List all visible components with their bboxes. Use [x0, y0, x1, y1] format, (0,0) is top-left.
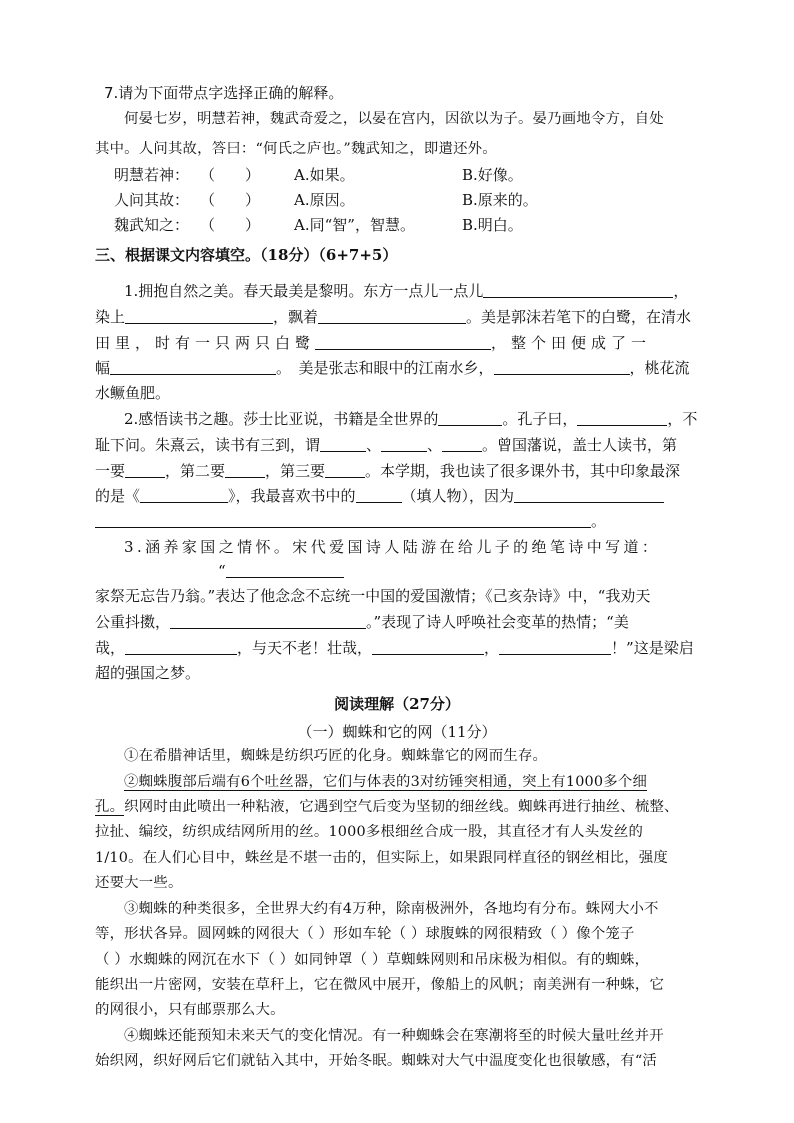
text: 。: [591, 512, 607, 530]
text: 。 美是张志和眼中的江南水乡，: [276, 359, 494, 377]
blank[interactable]: [442, 435, 482, 452]
fill-line: 家祭无忘告乃翁。”表达了他念念不忘统一中国的爱国激情；《己亥杂诗》中，“我劝天: [95, 587, 651, 605]
text: 。美是郭沫若笔下的白鹭，在清水: [466, 308, 692, 326]
option-a: A.同“智”，智慧。: [294, 216, 415, 234]
blank[interactable]: [438, 409, 502, 426]
text: ，与天不老！壮哉，: [237, 639, 373, 657]
question-7-title: 7.请为下面带点字选择正确的解释。: [104, 84, 344, 102]
text: 。孔子曰，: [502, 410, 578, 428]
fill-line: [218, 561, 344, 581]
q7-row-label: 人问其故：: [114, 191, 190, 209]
text: 、: [427, 436, 443, 454]
blank[interactable]: [140, 486, 228, 503]
blank[interactable]: [483, 281, 673, 298]
blank[interactable]: [125, 638, 237, 655]
fill-line: [95, 486, 664, 506]
paragraph-2: 拉扯、编绞，纺织成结网所用的丝。1000多根细丝合成一股，其直径才有人头发丝的: [95, 824, 644, 840]
blank[interactable]: [494, 358, 630, 375]
text: （填人物），因为: [401, 487, 515, 505]
text: 、: [366, 436, 382, 454]
blank[interactable]: [372, 638, 484, 655]
text: ，飘着: [273, 308, 319, 326]
blank[interactable]: [125, 461, 165, 478]
blank[interactable]: [315, 333, 491, 350]
blank[interactable]: [320, 435, 366, 452]
blank[interactable]: [225, 461, 265, 478]
paragraph-3: （ ）水蜘蛛的网沉在水下（ ）如同钟罩（ ）草蜘蛛网则和吊床极为相似。有的蜘蛛，: [95, 952, 650, 968]
text: ，桃花流: [629, 359, 690, 377]
text: 公重抖擞，: [95, 613, 171, 631]
text: 2.感悟读书之趣。莎士比亚说，书籍是全世界的: [124, 410, 439, 428]
text: 哉，: [95, 639, 126, 657]
text: 田里，时有一只两只白鹭: [95, 334, 316, 352]
paragraph-2: 1/10。在人们心目中，蛛丝是不堪一击的，但实际上，如果跟同样直径的钢丝相比，强度: [95, 850, 668, 866]
blank[interactable]: [170, 612, 366, 629]
text: 耻下问。朱熹云，读书有三到，谓: [95, 436, 321, 454]
blank[interactable]: [318, 307, 466, 324]
fill-line: [95, 435, 677, 455]
section-3-heading: 三、根据课文内容填空。（18分）（6+7+5）: [95, 246, 398, 264]
option-b: B.明白。: [462, 216, 523, 234]
text: 的是《: [95, 487, 141, 505]
text: 幅: [95, 359, 111, 377]
text: 染上: [95, 308, 126, 326]
fill-line: 超的强国之梦。: [95, 664, 201, 682]
underlined-sentence: 孔。: [95, 799, 125, 815]
paragraph-4: ④蜘蛛还能预知未来天气的变化情况。有一种蜘蛛会在寒潮将至的时候大量吐丝并开: [124, 1028, 664, 1044]
paragraph-1: ①在希腊神话里，蜘蛛是纺织巧匠的化身。蜘蛛靠它的网而生存。: [124, 748, 548, 764]
text: 一要: [95, 462, 126, 480]
fill-line: [124, 409, 697, 429]
fill-line: [95, 638, 694, 658]
passage-line-1: 何晏七岁，明慧若神，魏武奇爱之，以晏在宫内，因欲以为子。晏乃画地令方，自处: [124, 111, 664, 127]
paragraph-2: [95, 797, 679, 817]
text: 织网时由此喷出一种粘液，它遇到空气后变为坚韧的细丝线。蜘蛛再进行抽丝、梳整、: [124, 799, 679, 815]
option-a: A.原因。: [294, 191, 355, 209]
text: 。曾国藩说，盖士人读书，第: [482, 436, 678, 454]
blank[interactable]: [381, 435, 427, 452]
text: ，第三要: [265, 462, 326, 480]
text: 。本学期，我也读了很多课外书，其中印象最深: [365, 462, 681, 480]
blank[interactable]: [325, 461, 365, 478]
fill-line: [95, 612, 629, 632]
q7-row-label: 明慧若神：: [114, 166, 190, 184]
text: ！”这是梁启: [611, 639, 694, 657]
paragraph-4: 始织网，织好网后它们就钻入其中，开始冬眠。蜘蛛对大气中温度变化也很敏感，有“活: [95, 1053, 658, 1069]
blank[interactable]: [95, 511, 591, 528]
reading-subheading: （一）蜘蛛和它的网（11分）: [297, 723, 497, 741]
text: 》，我最喜欢书中的: [228, 487, 356, 505]
fill-line: [95, 511, 606, 531]
paragraph-2: 还要大一些。: [95, 875, 183, 891]
underlined-sentence: ②蜘蛛腹部后端有6个吐丝器，它们与体表的3对纺锤突相通，突上有1000多个细: [124, 774, 648, 790]
passage-line-2: 其中。人问其故，答曰：“何氏之庐也。”魏武知之，即遣还外。: [95, 141, 497, 157]
text: ，整个田便成了一: [491, 334, 652, 352]
fill-line: 3.涵养家国之情怀。宋代爱国诗人陆游在给儿子的绝笔诗中写道：: [124, 538, 661, 556]
option-b: B.好像。: [462, 166, 523, 184]
fill-line: 水鳜鱼肥。: [95, 384, 171, 402]
reading-heading: 阅读理解（27分）: [334, 695, 460, 713]
blank[interactable]: [110, 358, 276, 375]
text: ，不: [667, 410, 698, 428]
text: ，第二要: [165, 462, 226, 480]
blank[interactable]: [499, 638, 611, 655]
paragraph-3: 等，形状各异。圆网蛛的网很大（ ）形如车轮（ ）球腹蛛的网很精致（ ）像个笼子: [95, 926, 635, 942]
paragraph-3: 能织出一片密网，安装在草秆上，它在微风中展开，像船上的风帆；南美洲有一种蛛，它: [95, 977, 665, 993]
blank[interactable]: [514, 486, 664, 503]
text: ，: [673, 282, 689, 300]
blank[interactable]: [577, 409, 667, 426]
fill-line: [95, 461, 680, 481]
blank[interactable]: [226, 561, 344, 578]
option-b: B.原来的。: [462, 191, 538, 209]
blank[interactable]: [125, 307, 273, 324]
paragraph-3: ③蜘蛛的种类很多，全世界大约有4万种，除南极洲外，各地均有分布。蛛网大小不: [124, 901, 659, 917]
fill-line: [95, 333, 651, 353]
fill-line: [95, 358, 690, 378]
answer-paren[interactable]: （ ）: [200, 191, 261, 209]
answer-paren[interactable]: （ ）: [200, 166, 261, 184]
q7-row-label: 魏武知之：: [114, 216, 190, 234]
fill-line: [95, 307, 691, 327]
answer-paren[interactable]: （ ）: [200, 216, 261, 234]
fill-line: [124, 281, 688, 301]
blank[interactable]: [356, 486, 402, 503]
paragraph-3: 的网很小，只有邮票那么大。: [95, 1002, 285, 1018]
text: 1.拥抱自然之美。春天最美是黎明。东方一点儿一点儿: [124, 282, 484, 300]
text: 。”表现了诗人呼唤社会变革的热情；“美: [366, 613, 629, 631]
text: “: [218, 562, 226, 580]
option-a: A.如果。: [294, 166, 355, 184]
paragraph-2: [124, 772, 647, 792]
text: ，: [484, 639, 500, 657]
